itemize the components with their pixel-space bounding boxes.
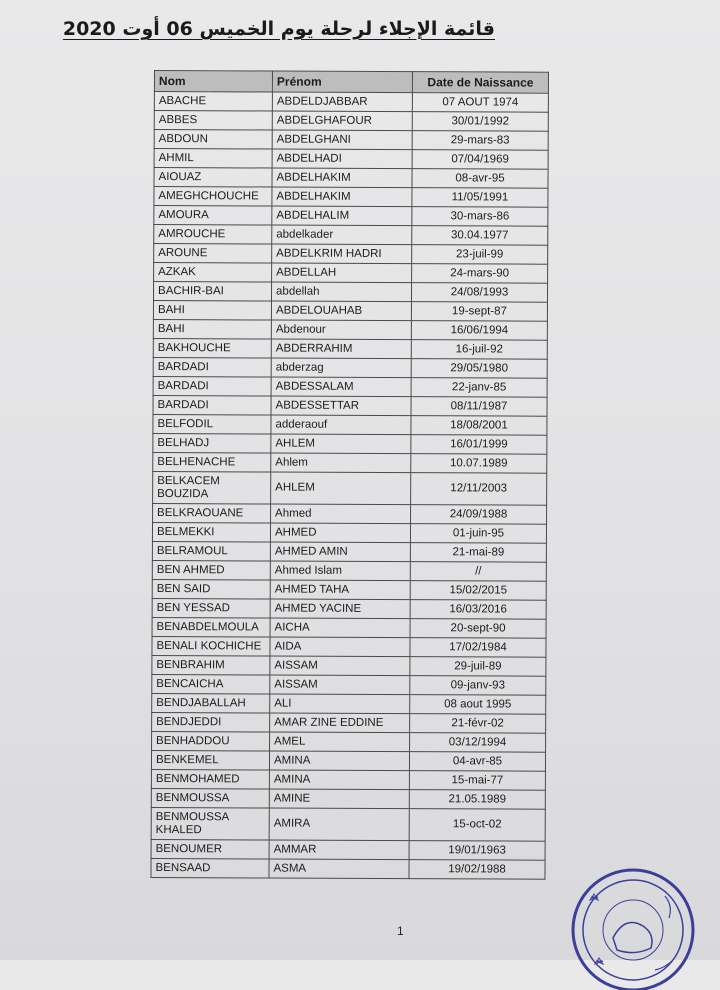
cell-prenom: AMAR ZINE EDDINE	[270, 713, 410, 733]
table-row	[154, 130, 548, 151]
table-row	[152, 522, 546, 543]
table-row	[154, 187, 548, 208]
cell-nom: BARDADI	[153, 376, 271, 396]
cell-date-naissance: 08-avr-95	[412, 169, 548, 189]
cell-date-naissance: 08 aout 1995	[410, 695, 546, 715]
cell-date-naissance: 07/04/1969	[412, 150, 548, 170]
cell-prenom: abderzag	[271, 358, 411, 378]
cell-nom: BENABDELMOULA	[152, 617, 270, 637]
cell-date-naissance: 18/08/2001	[411, 416, 547, 436]
cell-nom: BELHADJ	[153, 433, 271, 453]
cell-date-naissance: 24/09/1988	[411, 505, 547, 525]
cell-date-naissance: 19/01/1963	[409, 841, 545, 861]
cell-prenom: AHMED AMIN	[270, 542, 410, 562]
table-row	[152, 579, 546, 600]
table-row	[153, 395, 547, 416]
table-row	[152, 731, 546, 752]
cell-prenom: ABDELKRIM HADRI	[272, 244, 412, 264]
cell-date-naissance: 09-janv-93	[410, 676, 546, 696]
page-number: 1	[397, 924, 404, 938]
cell-date-naissance: 10.07.1989	[411, 454, 547, 474]
table-row	[154, 111, 548, 132]
cell-date-naissance: 03/12/1994	[410, 733, 546, 753]
cell-prenom: Ahmed	[271, 504, 411, 524]
cell-prenom: ABDERRAHIM	[271, 339, 411, 359]
cell-date-naissance: 15-mai-77	[409, 771, 545, 791]
table-row	[152, 693, 546, 714]
cell-prenom: ABDELGHAFOUR	[272, 111, 412, 131]
cell-date-naissance: 22-janv-85	[411, 378, 547, 398]
cell-nom: ABACHE	[154, 92, 272, 112]
cell-prenom: AHLEM	[271, 434, 411, 454]
cell-date-naissance: 16/03/2016	[410, 600, 546, 620]
cell-nom: AZKAK	[154, 263, 272, 283]
cell-nom: AHMIL	[154, 149, 272, 169]
cell-nom: ABDOUN	[154, 130, 272, 150]
table-row	[151, 807, 545, 841]
table-row	[152, 541, 546, 562]
cell-date-naissance: 17/02/1984	[410, 638, 546, 658]
cell-nom: AMEGHCHOUCHE	[154, 187, 272, 207]
cell-nom: BENCAICHA	[152, 674, 270, 694]
cell-prenom: AMINE	[269, 789, 409, 809]
cell-prenom: AHMED TAHA	[270, 580, 410, 600]
cell-prenom: AISSAM	[270, 656, 410, 676]
cell-date-naissance: 08/11/1987	[411, 397, 547, 417]
page-title: قائمة الإجلاء لرحلة يوم الخميس 06 أوت 2020	[62, 18, 495, 40]
table-row	[151, 788, 545, 809]
cell-nom: BEN SAID	[152, 579, 270, 599]
table-row	[153, 376, 547, 397]
cell-prenom: ABDELHADI	[272, 149, 412, 169]
cell-nom: BELFODIL	[153, 414, 271, 434]
cell-prenom: AMEL	[270, 732, 410, 752]
cell-nom: BENOUMER	[151, 839, 269, 859]
cell-nom: BENALI KOCHICHE	[152, 636, 270, 656]
cell-date-naissance: 30/01/1992	[412, 112, 548, 132]
cell-prenom: Abdenour	[271, 320, 411, 340]
cell-date-naissance: 29-mars-83	[412, 131, 548, 151]
evacuation-list-table	[150, 70, 549, 880]
cell-prenom: ABDESSETTAR	[271, 396, 411, 416]
cell-nom: BAKHOUCHE	[153, 338, 271, 358]
table-row	[153, 338, 547, 359]
cell-nom: AROUNE	[154, 244, 272, 264]
cell-date-naissance: 15/02/2015	[410, 581, 546, 601]
cell-date-naissance: 11/05/1991	[412, 188, 548, 208]
table-row	[151, 750, 545, 771]
cell-nom: BAHI	[153, 301, 271, 321]
table-row	[152, 674, 546, 695]
cell-date-naissance: //	[410, 562, 546, 582]
cell-date-naissance: 29/05/1980	[411, 359, 547, 379]
header-prenom: Prénom	[272, 71, 412, 93]
cell-date-naissance: 23-juil-99	[412, 245, 548, 265]
cell-prenom: Ahlem	[271, 453, 411, 473]
cell-date-naissance: 04-avr-85	[409, 752, 545, 772]
cell-date-naissance: 21-févr-02	[410, 714, 546, 734]
cell-date-naissance: 24-mars-90	[412, 264, 548, 284]
cell-nom: BEN AHMED	[152, 560, 270, 580]
cell-prenom: ABDELGHANI	[272, 130, 412, 150]
table-row	[154, 168, 548, 189]
cell-nom: BENMOUSSA KHALED	[151, 807, 269, 840]
cell-nom: BENBRAHIM	[152, 655, 270, 675]
official-round-stamp-icon	[565, 860, 715, 990]
table-row	[153, 301, 547, 322]
table-row	[152, 560, 546, 581]
cell-prenom: ASMA	[269, 859, 409, 879]
table-row	[151, 769, 545, 790]
cell-nom: BARDADI	[153, 395, 271, 415]
header-date-naissance: Date de Naissance	[412, 72, 548, 94]
cell-date-naissance: 21.05.1989	[409, 790, 545, 810]
cell-nom: ABBES	[154, 111, 272, 131]
table-row	[151, 839, 545, 860]
cell-prenom: Ahmed Islam	[270, 561, 410, 581]
cell-nom: BENKEMEL	[151, 750, 269, 770]
table-row	[153, 471, 547, 505]
cell-nom: BACHIR-BAI	[153, 282, 271, 302]
cell-nom: BELKRAOUANE	[153, 503, 271, 523]
cell-prenom: AMINA	[269, 770, 409, 790]
table-row	[153, 452, 547, 473]
table-row	[154, 92, 548, 113]
table-row	[153, 414, 547, 435]
table-body	[151, 92, 548, 880]
cell-date-naissance: 19-sept-87	[411, 302, 547, 322]
cell-prenom: ABDELOUAHAB	[271, 301, 411, 321]
cell-date-naissance: 21-mai-89	[410, 543, 546, 563]
table-row	[153, 503, 547, 524]
table-row	[151, 858, 545, 879]
table-row	[154, 149, 548, 170]
cell-date-naissance: 16/01/1999	[411, 435, 547, 455]
cell-prenom: ABDELHALIM	[272, 206, 412, 226]
table-row	[152, 712, 546, 733]
cell-prenom: AMINA	[269, 751, 409, 771]
cell-prenom: ALI	[270, 694, 410, 714]
table-row	[154, 263, 548, 284]
cell-nom: BENDJABALLAH	[152, 693, 270, 713]
cell-date-naissance: 16-juil-92	[411, 340, 547, 360]
cell-prenom: adderaouf	[271, 415, 411, 435]
cell-nom: BENMOUSSA	[151, 788, 269, 808]
cell-prenom: AMMAR	[269, 840, 409, 860]
cell-nom: BARDADI	[153, 357, 271, 377]
table-row	[152, 598, 546, 619]
cell-date-naissance: 16/06/1994	[411, 321, 547, 341]
cell-nom: BENSAAD	[151, 858, 269, 878]
cell-date-naissance: 24/08/1993	[411, 283, 547, 303]
cell-nom: BEN YESSAD	[152, 598, 270, 618]
cell-nom: BENMOHAMED	[151, 769, 269, 789]
cell-nom: BAHI	[153, 319, 271, 339]
cell-prenom: ABDELHAKIM	[272, 187, 412, 207]
cell-prenom: AHMED YACINE	[270, 599, 410, 619]
cell-nom: BELKACEM BOUZIDA	[153, 471, 271, 504]
cell-nom: BELHENACHE	[153, 452, 271, 472]
cell-nom: BENDJEDDI	[152, 712, 270, 732]
cell-date-naissance: 20-sept-90	[410, 619, 546, 639]
cell-date-naissance: 19/02/1988	[409, 860, 545, 880]
cell-date-naissance: 29-juil-89	[410, 657, 546, 677]
cell-prenom: abdelkader	[272, 225, 412, 245]
table-row	[154, 206, 548, 227]
table-header-row	[154, 71, 548, 94]
cell-prenom: ABDESSALAM	[271, 377, 411, 397]
cell-date-naissance: 15-oct-02	[409, 809, 545, 842]
header-nom: Nom	[154, 71, 272, 93]
cell-date-naissance: 30-mars-86	[412, 207, 548, 227]
table-row	[153, 433, 547, 454]
cell-date-naissance: 12/11/2003	[411, 473, 547, 506]
cell-date-naissance: 30.04.1977	[412, 226, 548, 246]
cell-date-naissance: 07 AOUT 1974	[412, 93, 548, 113]
table-row	[152, 636, 546, 657]
table-row	[152, 655, 546, 676]
cell-prenom: AIDA	[270, 637, 410, 657]
table-row	[153, 282, 547, 303]
cell-prenom: AMIRA	[269, 808, 409, 841]
cell-prenom: AHLEM	[271, 472, 411, 505]
cell-prenom: ABDELHAKIM	[272, 168, 412, 188]
cell-date-naissance: 01-juin-95	[410, 524, 546, 544]
cell-prenom: ABDELLAH	[272, 263, 412, 283]
cell-nom: AMROUCHE	[154, 225, 272, 245]
cell-nom: AMOURA	[154, 206, 272, 226]
table-row	[154, 225, 548, 246]
table-row	[153, 357, 547, 378]
cell-nom: BENHADDOU	[152, 731, 270, 751]
table-row	[153, 319, 547, 340]
cell-nom: BELRAMOUL	[152, 541, 270, 561]
cell-prenom: AISSAM	[270, 675, 410, 695]
cell-prenom: ABDELDJABBAR	[272, 92, 412, 112]
cell-nom: AIOUAZ	[154, 168, 272, 188]
table-row	[154, 244, 548, 265]
table-row	[152, 617, 546, 638]
cell-prenom: AHMED	[270, 523, 410, 543]
cell-nom: BELMEKKI	[152, 522, 270, 542]
cell-prenom: AICHA	[270, 618, 410, 638]
cell-prenom: abdellah	[271, 282, 411, 302]
